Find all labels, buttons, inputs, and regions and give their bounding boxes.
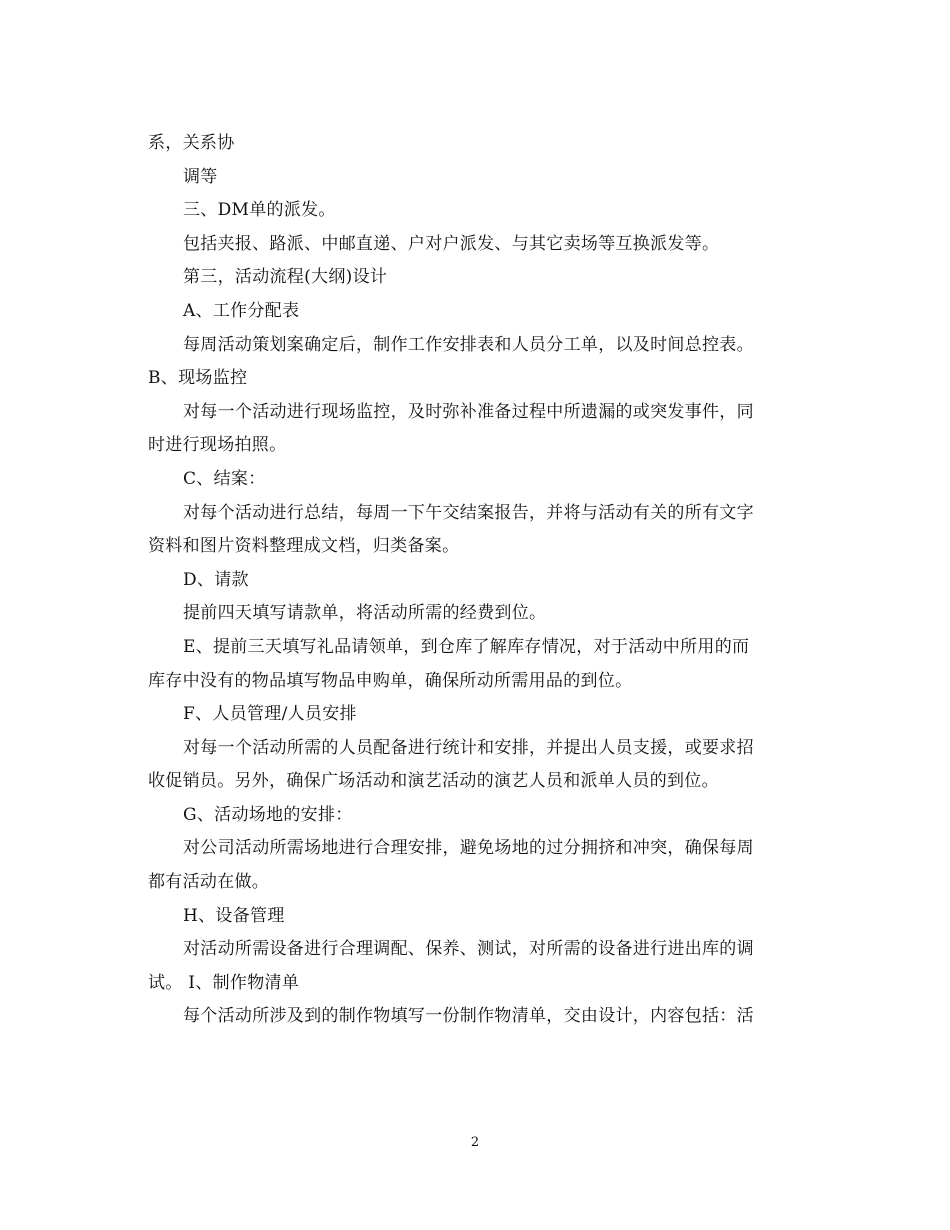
paragraph-line: 时进行现场拍照。 xyxy=(148,435,287,456)
paragraph-line: 每个活动所涉及到的制作物填写一份制作物清单，交由设计，内容包括：活 xyxy=(183,1006,754,1027)
paragraph-line: 对活动所需设备进行合理调配、保养、测试，对所需的设备进行进出库的调 xyxy=(183,939,754,960)
paragraph-line: 三、DM单的派发。 xyxy=(183,200,336,221)
paragraph-line: 对公司活动所需场地进行合理安排，避免场地的过分拥挤和冲突，确保每周 xyxy=(183,838,754,859)
paragraph-line: 资料和图片资料整理成文档，归类备案。 xyxy=(148,536,460,557)
paragraph-line: 包括夹报、路派、中邮直递、户对户派发、与其它卖场等互换派发等。 xyxy=(183,233,720,254)
paragraph-line: B、现场监控 xyxy=(148,368,248,389)
paragraph-line: 都有活动在做。 xyxy=(148,872,270,893)
document-body xyxy=(148,127,808,1034)
paragraph-line: 库存中没有的物品填写物品申购单，确保所动所需用品的到位。 xyxy=(148,670,633,691)
paragraph-line: A、工作分配表 xyxy=(183,300,300,321)
paragraph-line: D、请款 xyxy=(183,569,249,590)
paragraph-line: 对每一个活动所需的人员配备进行统计和安排，并提出人员支援，或要求招 xyxy=(183,737,754,758)
paragraph-line: F、人员管理/人员安排 xyxy=(183,704,357,725)
paragraph-line: 收促销员。另外，确保广场活动和演艺活动的演艺人员和派单人员的到位。 xyxy=(148,771,719,792)
paragraph-line: 调等 xyxy=(183,166,218,187)
paragraph-line: E、提前三天填写礼品请领单，到仓库了解库存情况，对于活动中所用的而 xyxy=(183,636,750,657)
paragraph-line: 每周活动策划案确定后，制作工作安排表和人员分工单，以及时间总控表。 xyxy=(183,334,754,355)
paragraph-line: H、设备管理 xyxy=(183,905,285,926)
paragraph-line: 系，关系协 xyxy=(148,133,235,153)
paragraph-line: 对每一个活动进行现场监控，及时弥补准备过程中所遗漏的或突发事件，同 xyxy=(183,401,754,422)
paragraph-line: C、结案： xyxy=(183,468,266,489)
paragraph-line: 对每个活动进行总结，每周一下午交结案报告，并将与活动有关的所有文字 xyxy=(183,502,754,523)
paragraph-line: G、活动场地的安排： xyxy=(183,804,353,825)
paragraph-line: 试。 I、制作物清单 xyxy=(148,972,300,993)
page-number: 2 xyxy=(470,1135,480,1150)
paragraph-line: 第三，活动流程(大纲)设计 xyxy=(183,267,388,288)
paragraph-line: 提前四天填写请款单，将活动所需的经费到位。 xyxy=(183,603,547,624)
